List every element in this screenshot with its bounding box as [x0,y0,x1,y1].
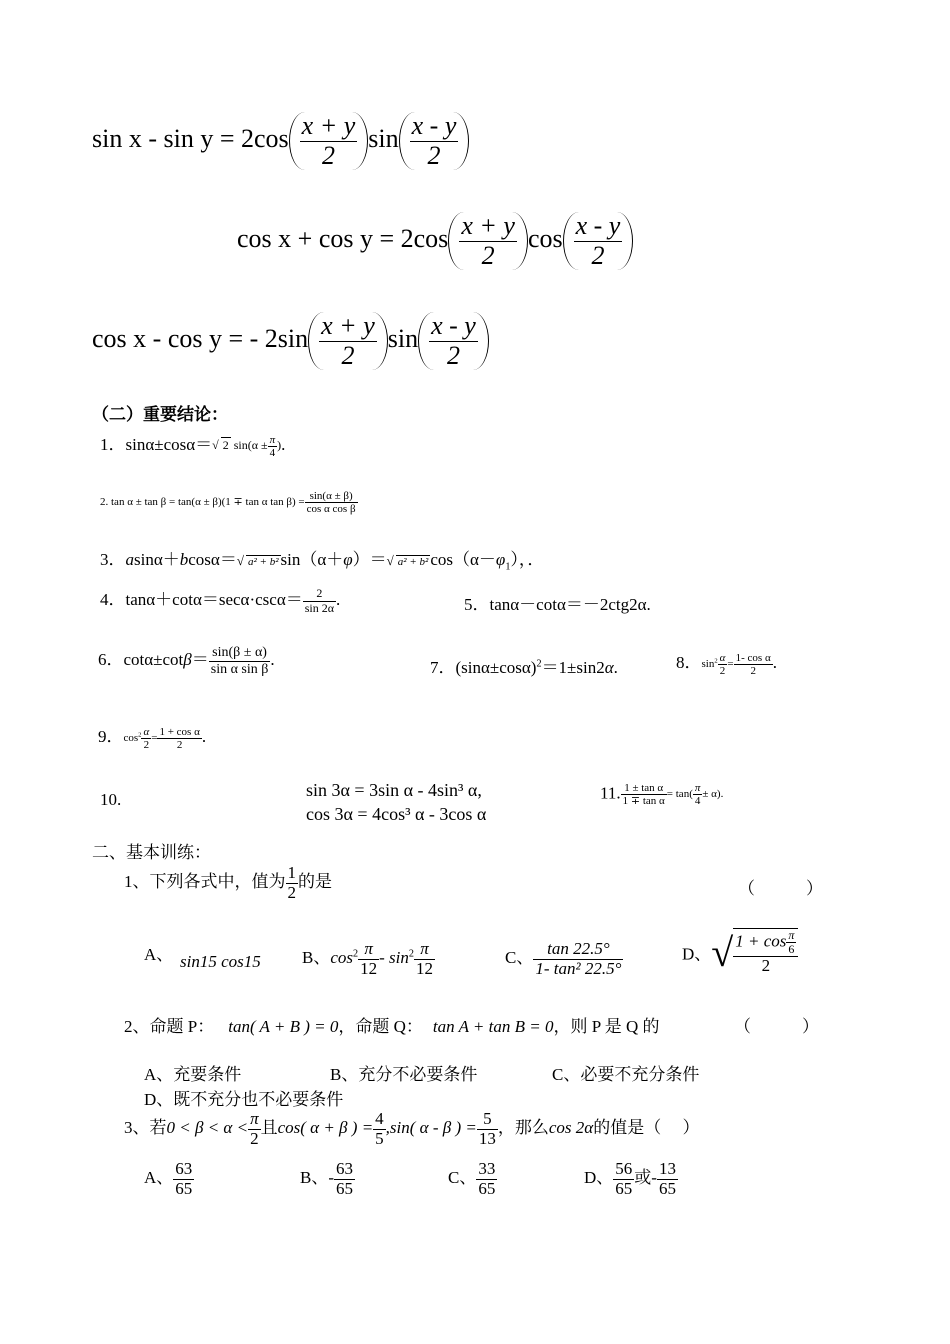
q3-option-a[interactable]: A、 $\frac{63}{65}$ [144,1159,193,1198]
section-header-conclusions: （二）重要结论： [92,405,228,424]
question-3-stem: 3、若0 < β < α < $\frac{\pi}{2}$ 且cos( α + β ) = $\frac{4}{5}$ ,sin( α - β ) = $\frac{5}{13}$ ，那么cos 2α的值是（ ） [124,1109,700,1148]
conclusion-8: 8．$\sin^2$ $\frac{\alpha}{2}$ = $\frac{\text{1- cos α}}{2}$ . [676,651,777,677]
q2-option-d[interactable]: D、既不充分也不必要条件 [144,1090,344,1109]
q3-option-c[interactable]: C、 $\frac{33}{65}$ [448,1159,496,1198]
q1-option-d[interactable]: D、√ 1 + cos $\frac{\pi}{6}$ 2 [682,928,798,976]
conclusion-9: 9．$\cos^2$ $\frac{\alpha}{2}$ = $\frac{\text{1 + cos α}}{2}$ . [98,725,207,751]
formula-cos-sum: cos x + cos y = 2cos $\frac{x + y}{2}$ cos $\frac{x - y}{2}$ [237,212,633,270]
q2-option-c[interactable]: C、必要不充分条件 [552,1065,700,1084]
conclusion-2: 2. tan α ± tan β = tan(α ± β)(1 ∓ tan α tan β) = $\frac{\sin(\alpha \pm \beta)}{\text{cos α cos β}}$ [100,490,356,516]
conclusion-4: 4．tanα＋cotα＝secα·cscα＝ $\frac{2}{\sin 2\alpha}$ . [100,586,341,615]
q3-option-d[interactable]: D、 $\frac{56}{65}$ 或- $\frac{13}{65}$ [584,1159,676,1198]
question-2-answer-paren[interactable]: （ ） [734,1017,819,1036]
formula-lhs: cos x + cos y = 2cos [237,224,449,254]
formula-lhs: cos x - cos y = - 2sin [92,324,309,354]
conclusion-7: 7．$(\sin\alpha\pm\cos\alpha)^2=1\pm\sin 2\alpha$. [430,658,618,677]
q2-option-b[interactable]: B、充分不必要条件 [330,1065,478,1084]
q1-option-b[interactable]: B、$\cos^2$ $\frac{\pi}{12}$ - $\sin^2$ $\frac{\pi}{12}$ [302,939,433,978]
conclusion-5: 5．tanα－cotα＝－2ctg2α. [464,595,651,614]
conclusion-1: 1．sinα±cosα＝√ 2 sin(α ± $\frac{\pi}{4}$ ). [100,433,286,459]
question-1-stem: 1、下列各式中，值为 $\frac{1}{2}$ 的是 [124,863,332,902]
q1-option-a-label[interactable]: A、 [144,945,174,964]
conclusion-6: 6．cotα±cotβ＝ $\frac{\sin(\beta \pm \alpha)}{\text{sin α sin β}}$ . [98,645,275,677]
conclusion-3: 3．asinα＋bcosα＝√ a² + b² sin（α＋φ）＝√ a² + b² $\cos(\alpha-\varphi_1)$，． [100,550,545,573]
q1-option-a-expr: sin15 cos15 [180,952,261,971]
q2-option-a[interactable]: A、充要条件 [144,1065,242,1084]
conclusion-10-label: 10. [100,790,122,809]
formula-cos-difference: cos x - cos y = - 2sin $\frac{x + y}{2}$ sin $\frac{x - y}{2}$ [92,312,489,370]
formula-sin-difference: sin x - sin y = 2cos $\frac{x + y}{2}$ sin $\frac{x - y}{2}$ [92,112,469,170]
conclusion-11: 11. $\frac{\text{1 ± tan α}}{\text{1 ∓ tan α}}$ = tan( $\frac{\pi}{4}$ ± α). [600,782,724,808]
question-2-stem: 2、命题 P： tan( A + B ) = 0，命题 Q： tan A + tan B = 0，则 P 是 Q 的 [124,1017,660,1036]
question-1-answer-paren[interactable]: （ ） [738,879,823,898]
formula-lhs: sin x - sin y = 2cos [92,124,289,154]
q1-option-c[interactable]: C、 $\frac{\tan 22.5^\circ}{\text{1- tan² 22.5°}}$ [505,939,622,978]
q3-option-b[interactable]: B、- $\frac{63}{65}$ [300,1159,354,1198]
conclusion-10-formulas: sin 3α = 3sin α - 4sin³ α, cos 3α = 4cos³ α - 3cos α [306,780,487,824]
section-header-training: 二、基本训练： [92,843,211,862]
